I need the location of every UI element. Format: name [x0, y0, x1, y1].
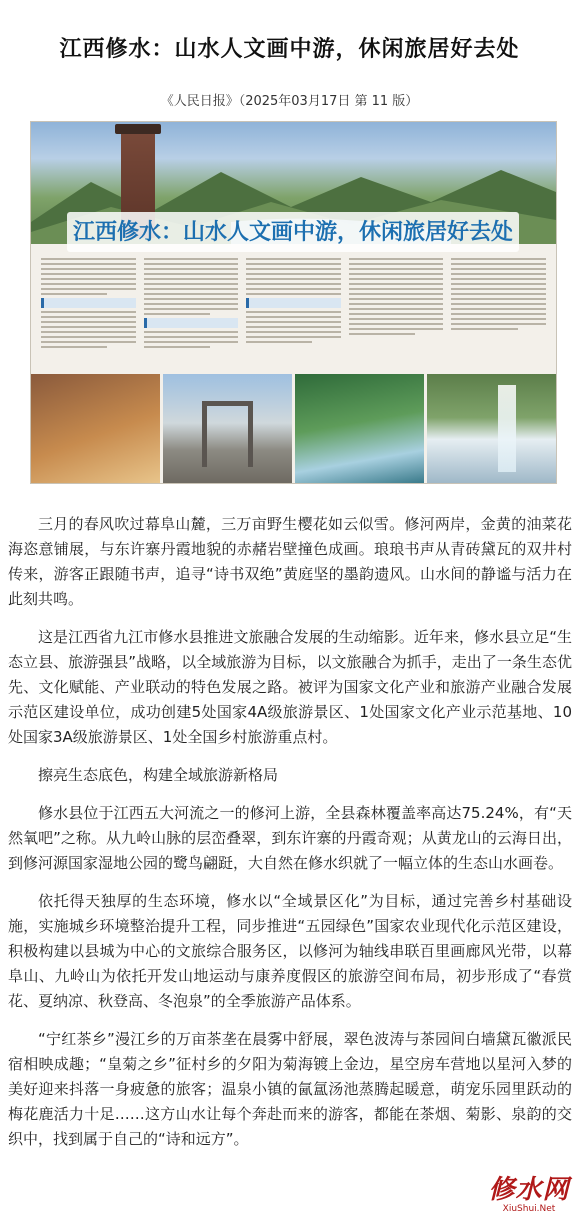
article-paragraph: 修水县位于江西五大河流之一的修河上游，全县森林覆盖率高达75.24%，有“天然氧吧”之称。从九岭山脉的层峦叠翠，到东许寨的丹霞奇观；从黄龙山的云海日出，到修河源国家湿地公园的鹭鸟翩跹，大自然在修水织就了一幅立体的生态山水画卷。 [8, 804, 572, 872]
article-body [8, 512, 572, 1165]
photo-waterfall [427, 374, 556, 483]
article-paragraph: 依托得天独厚的生态环境，修水以“全域景区化”为目标，通过完善乡村基础设施，实施城乡环境整治提升工程，同步推进“五园绿色”国家农业现代化示范区建设，积极构建以县城为中心的文旅综合服务区，以修河为轴线串联百里画廊风光带，以幕阜山、九岭山为依托开发山地运动与康养度假区的旅游空间布局，初步形成了“春赏花、夏纳凉、秋登高、冬泡泉”的全季旅游产品体系。 [8, 892, 572, 1010]
watermark-sub-text: XiuShui.Net [502, 1204, 556, 1214]
site-watermark-logo [487, 1176, 571, 1216]
photo-hot-spring [295, 374, 424, 483]
photo-memorial-archway [163, 374, 292, 483]
article-paragraph: 三月的春风吹过幕阜山麓，三万亩野生樱花如云似雪。修河两岸，金黄的油菜花海恣意铺展，与东许寨丹霞地貌的赤赭岩壁撞色成画。琅琅书声从青砖黛瓦的双井村传来，游客正跟随书声，追寻“诗书双绝”黄庭坚的墨韵遗风。山水间的静谧与活力在此刻共鸣。 [8, 515, 572, 608]
article-paragraph: “宁红茶乡”漫江乡的万亩茶垄在晨雾中舒展，翠色波涛与茶园间白墙黛瓦徽派民宿相映成趣；“皇菊之乡”征村乡的夕阳为菊海镀上金边，星空房车营地以星河入梦的美好迎来抖落一身疲惫的旅客；温泉小镇的氤氲汤池蒸腾起暖意，萌宠乐园里跃动的梅花鹿活力十足……这方山水让每个奔赴而来的游客，都能在茶烟、菊影、泉韵的交织中，找到属于自己的“诗和远方”。 [8, 1030, 572, 1148]
article-paragraph: 这是江西省九江市修水县推进文旅融合发展的生动缩影。近年来，修水县立足“生态立县、旅游强县”战略，以全域旅游为目标，以文旅融合为抓手，走出了一条生态优先、文化赋能、产业联动的特色发展之路。被评为国家文化产业和旅游产业融合发展示范区建设单位，成功创建5处国家4A级旅游景区、1处国家文化产业示范基地、10处国家3A级旅游景区、1处全国乡村旅游重点村。 [8, 628, 572, 746]
page-title: 江西修水：山水人文画中游，休闲旅居好去处 [59, 37, 520, 62]
section-heading: 擦亮生态底色，构建全域旅游新格局 [38, 766, 279, 784]
source-line: 《人民日报》（2025年03月17日 第 11 版） [160, 94, 419, 109]
photo-old-street [31, 374, 160, 483]
newspaper-photo-strip [31, 374, 556, 483]
newspaper-page-image [30, 121, 557, 484]
watermark-main-text: 修水网 [488, 1175, 570, 1205]
newspaper-text-columns [41, 258, 546, 368]
newspaper-headline: 江西修水：山水人文画中游，休闲旅居好去处 [67, 212, 519, 252]
